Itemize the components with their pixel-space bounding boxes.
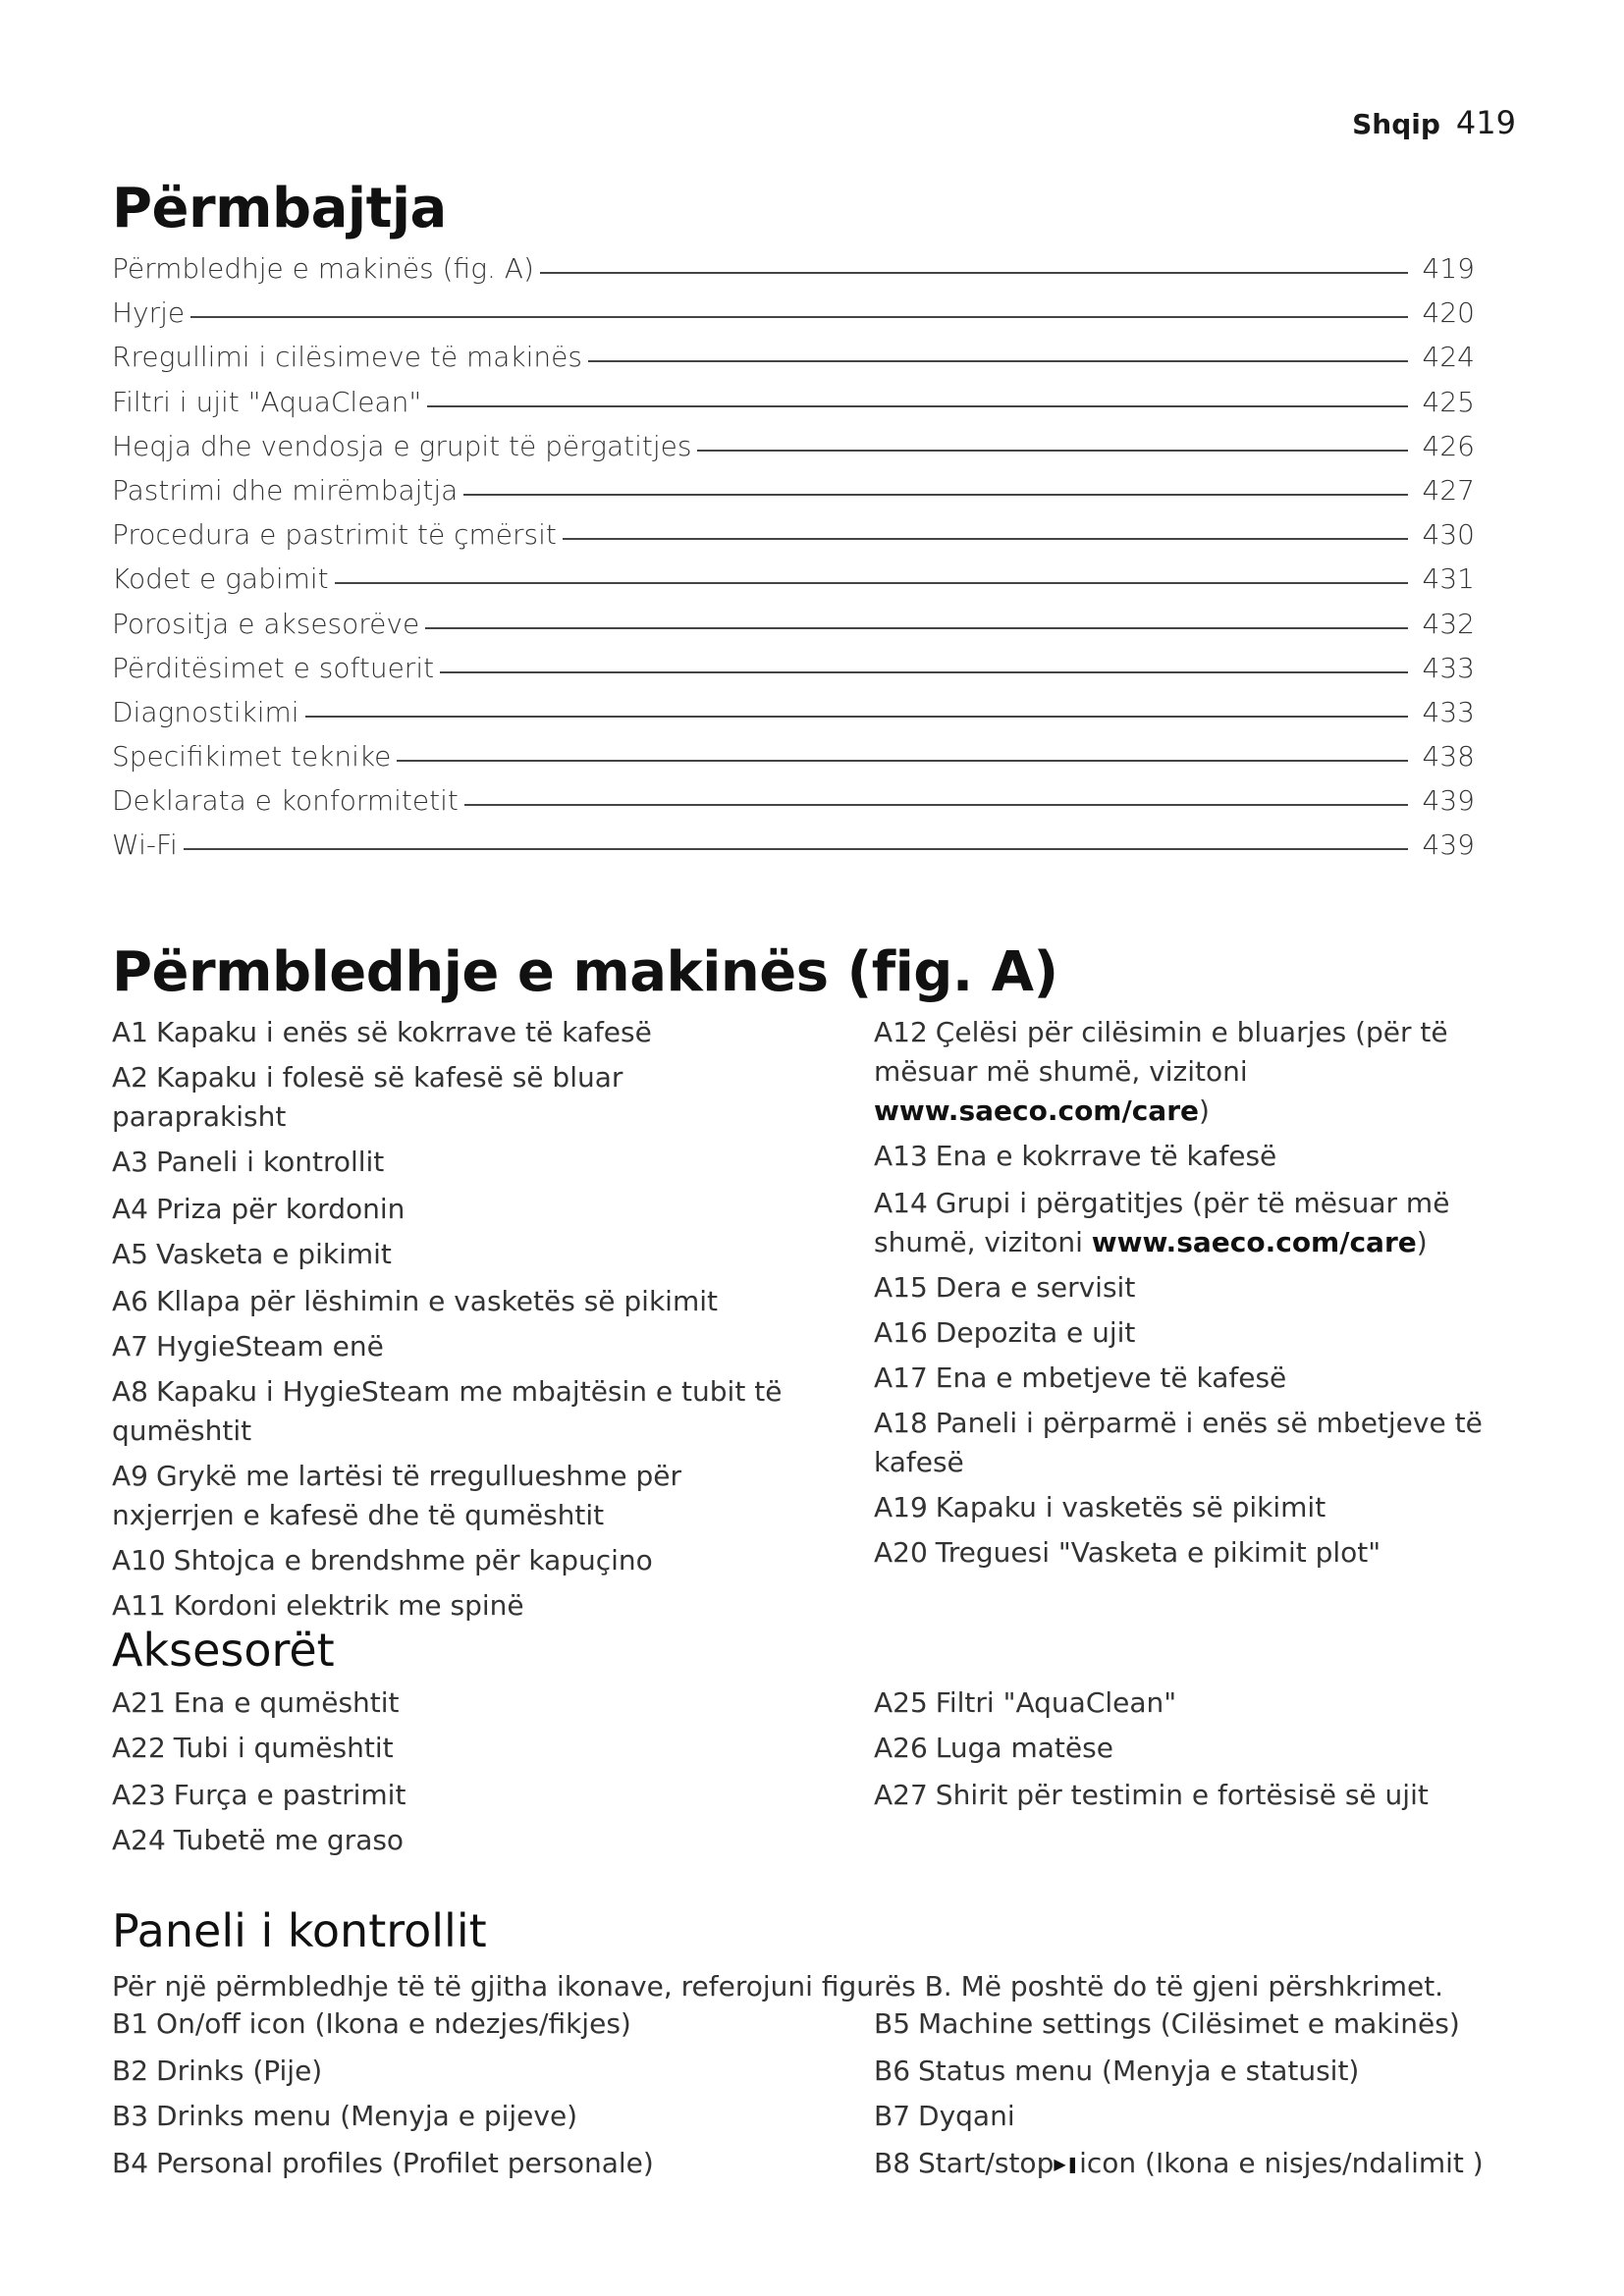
list-item <box>112 1190 789 1229</box>
list-item <box>874 1729 1522 1768</box>
toc-entry-page: 431 <box>1422 562 1475 596</box>
item-code: A21 <box>112 1686 166 1719</box>
item-code: B3 <box>112 2100 149 2132</box>
toc-leader-line <box>190 316 1408 318</box>
list-item <box>112 1586 789 1626</box>
play-pause-icon: ▶❚ <box>1054 2155 1080 2173</box>
toc-entry-label: Hyrje <box>112 296 186 330</box>
list-item <box>874 1268 1522 1308</box>
item-code: A27 <box>874 1779 928 1811</box>
item-text-after: ) <box>1416 1226 1428 1258</box>
toc-entry-label: Procedura e pastrimit të çmërsit <box>112 518 557 552</box>
item-code: A13 <box>874 1140 928 1172</box>
item-text: Luga matëse <box>935 1732 1113 1764</box>
toc-entry-page: 439 <box>1422 828 1475 862</box>
item-text: Personal profiles (Profilet personale) <box>156 2147 654 2179</box>
toc-leader-line <box>697 450 1408 452</box>
item-code: A11 <box>112 1589 166 1622</box>
list-item <box>874 1488 1522 1527</box>
item-text: Tubi i qumështit <box>173 1732 394 1764</box>
list-item <box>112 1282 789 1321</box>
item-text: Kapaku i vasketës së pikimit <box>935 1491 1326 1523</box>
toc-leader-line <box>440 671 1408 673</box>
item-code: A8 <box>112 1375 148 1408</box>
page-number: 419 <box>1455 104 1516 141</box>
item-code: B4 <box>112 2147 149 2179</box>
list-item <box>112 2144 789 2183</box>
item-code: A5 <box>112 1238 148 1270</box>
list-item <box>874 1013 1522 1131</box>
toc-entry <box>112 784 1475 828</box>
toc-entry-label: Wi-Fi <box>112 828 178 862</box>
table-of-contents <box>112 252 1475 874</box>
item-link: www.saeco.com/care <box>1091 1226 1417 1258</box>
toc-leader-line <box>464 804 1408 806</box>
toc-entry-page: 420 <box>1422 296 1475 330</box>
list-item <box>112 1235 789 1274</box>
item-text: Drinks (Pije) <box>156 2055 323 2087</box>
item-text: Ena e qumështit <box>173 1686 400 1719</box>
list-item <box>874 1404 1522 1482</box>
item-code: A3 <box>112 1146 148 1178</box>
list-item <box>874 1776 1522 1815</box>
toc-entry <box>112 296 1475 341</box>
item-text: Depozita e ujit <box>935 1316 1136 1349</box>
toc-leader-line <box>540 272 1408 274</box>
list-item <box>874 1184 1522 1262</box>
item-text-after: ) <box>1199 1095 1210 1127</box>
toc-entry <box>112 518 1475 562</box>
toc-leader-line <box>427 405 1408 407</box>
item-text: Dyqani <box>918 2100 1015 2132</box>
toc-entry <box>112 696 1475 740</box>
toc-entry-page: 432 <box>1422 607 1475 640</box>
item-code: A12 <box>874 1016 928 1048</box>
toc-leader-line <box>335 582 1408 584</box>
item-code: A4 <box>112 1193 148 1225</box>
toc-entry <box>112 430 1475 474</box>
item-code: B2 <box>112 2055 149 2087</box>
overview-list-left <box>112 1013 789 1626</box>
overview-title: Përmbledhje e makinës (fig. A) <box>112 940 1058 1004</box>
list-item <box>112 1058 789 1137</box>
item-text: Status menu (Menyja e statusit) <box>918 2055 1360 2087</box>
list-item <box>112 2004 789 2044</box>
list-item <box>112 1457 789 1535</box>
item-code: A6 <box>112 1285 148 1317</box>
toc-entry-label: Heqja dhe vendosja e grupit të përgatitjes <box>112 429 692 462</box>
page-header <box>1352 104 1516 141</box>
item-code: A7 <box>112 1330 148 1362</box>
list-item <box>112 1683 789 1723</box>
item-code: A20 <box>874 1536 928 1569</box>
item-code: A25 <box>874 1686 928 1719</box>
toc-entry-label: Kodet e gabimit <box>112 562 329 596</box>
item-text: Kapaku i HygieSteam me mbajtësin e tubit të qumështit <box>112 1375 783 1447</box>
item-text: Çelësi për cilësimin e bluarjes (për të mësuar më shumë, vizitoni <box>874 1016 1448 1088</box>
toc-entry <box>112 828 1475 873</box>
toc-entry <box>112 652 1475 696</box>
item-text: Paneli i përparmë i enës së mbetjeve të kafesë <box>874 1407 1483 1478</box>
control-panel-title: Paneli i kontrollit <box>112 1904 487 1957</box>
accessories-list-left <box>112 1683 789 1860</box>
item-text: Start/stop <box>918 2147 1055 2179</box>
list-item <box>874 2144 1522 2184</box>
toc-entry-page: 424 <box>1422 341 1475 374</box>
toc-title: Përmbajtja <box>112 177 447 240</box>
item-text: HygieSteam enë <box>155 1330 384 1362</box>
control-panel-list-left <box>112 2004 789 2183</box>
item-code: B5 <box>874 2007 911 2040</box>
toc-entry-page: 433 <box>1422 695 1475 728</box>
toc-entry-page: 430 <box>1422 518 1475 552</box>
list-item <box>112 1729 789 1768</box>
toc-entry-label: Porositja e aksesorëve <box>112 607 420 640</box>
list-item <box>874 1137 1522 1176</box>
toc-entry <box>112 474 1475 518</box>
toc-entry-label: Deklarata e konformitetit <box>112 784 459 818</box>
item-text: Kllapa për lëshimin e vasketës së pikimit <box>155 1285 718 1317</box>
item-text: Furça e pastrimit <box>173 1779 406 1811</box>
list-item <box>874 1313 1522 1353</box>
toc-leader-line <box>184 848 1408 850</box>
item-code: A14 <box>874 1187 928 1219</box>
control-panel-intro: Për një përmbledhje të të gjitha ikonave, referojuni figurës B. Më poshtë do të gjeni përshkrimet. <box>112 1970 1444 2002</box>
toc-entry <box>112 562 1475 607</box>
list-item <box>112 1821 789 1860</box>
toc-leader-line <box>463 494 1408 496</box>
item-code: A26 <box>874 1732 928 1764</box>
toc-entry-label: Filtri i ujit "AquaClean" <box>112 385 422 418</box>
item-text: Kapaku i enës së kokrrave të kafesë <box>155 1016 652 1048</box>
toc-entry <box>112 740 1475 784</box>
toc-entry-page: 439 <box>1422 784 1475 818</box>
toc-entry <box>112 341 1475 385</box>
item-text: Shtojca e brendshme për kapuçino <box>173 1544 653 1576</box>
list-item <box>874 1683 1522 1723</box>
item-code: A15 <box>874 1271 928 1304</box>
toc-entry-page: 438 <box>1422 740 1475 774</box>
toc-entry <box>112 252 1475 296</box>
item-text: Treguesi "Vasketa e pikimit plot" <box>935 1536 1381 1569</box>
toc-entry <box>112 386 1475 430</box>
item-text: Ena e mbetjeve të kafesë <box>935 1362 1287 1394</box>
header-language: Shqip <box>1352 108 1440 140</box>
list-item <box>112 2052 789 2091</box>
item-code: A22 <box>112 1732 166 1764</box>
item-code: B7 <box>874 2100 911 2132</box>
item-code: A2 <box>112 1061 148 1094</box>
item-code: A1 <box>112 1016 148 1048</box>
item-text: Shirit për testimin e fortësisë së ujit <box>935 1779 1429 1811</box>
item-text: Tubetë me graso <box>173 1824 405 1856</box>
item-code: A24 <box>112 1824 166 1856</box>
toc-entry-page: 425 <box>1422 385 1475 418</box>
list-item <box>112 1143 789 1182</box>
toc-leader-line <box>425 627 1408 629</box>
list-item <box>874 1533 1522 1573</box>
overview-list-right <box>874 1013 1522 1573</box>
item-code: B8 <box>874 2147 911 2179</box>
item-text: Paneli i kontrollit <box>155 1146 385 1178</box>
item-code: A16 <box>874 1316 928 1349</box>
toc-entry-label: Përmbledhje e makinës (fig. A) <box>112 252 534 285</box>
list-item <box>874 1359 1522 1398</box>
toc-leader-line <box>588 360 1408 362</box>
toc-entry-label: Specifikimet teknike <box>112 740 392 774</box>
item-code: B6 <box>874 2055 911 2087</box>
toc-entry-label: Rregullimi i cilësimeve të makinës <box>112 341 582 374</box>
control-panel-list-right <box>874 2004 1522 2184</box>
accessories-list-right <box>874 1683 1522 1815</box>
toc-leader-line <box>397 760 1408 762</box>
item-link: www.saeco.com/care <box>874 1095 1199 1127</box>
item-text-after: icon (Ikona e nisjes/ndalimit ) <box>1079 2147 1484 2179</box>
item-text: On/off icon (Ikona e ndezjes/fikjes) <box>156 2007 631 2040</box>
item-text: Dera e servisit <box>935 1271 1136 1304</box>
item-code: A19 <box>874 1491 928 1523</box>
item-text: Ena e kokrrave të kafesë <box>935 1140 1277 1172</box>
list-item <box>874 2004 1522 2044</box>
toc-leader-line <box>305 716 1408 718</box>
item-text: Kapaku i folesë së kafesë së bluar paraprakisht <box>112 1061 623 1133</box>
list-item <box>112 1776 789 1815</box>
item-code: A10 <box>112 1544 166 1576</box>
item-text: Drinks menu (Menyja e pijeve) <box>156 2100 578 2132</box>
list-item <box>112 2097 789 2136</box>
item-code: A23 <box>112 1779 166 1811</box>
toc-entry-label: Diagnostikimi <box>112 695 299 728</box>
item-code: A18 <box>874 1407 928 1439</box>
list-item <box>112 1372 789 1451</box>
toc-entry <box>112 608 1475 652</box>
list-item <box>874 2052 1522 2091</box>
item-text: Filtri "AquaClean" <box>935 1686 1177 1719</box>
toc-entry-page: 427 <box>1422 473 1475 507</box>
toc-entry-page: 433 <box>1422 651 1475 684</box>
toc-entry-label: Pastrimi dhe mirëmbajtja <box>112 473 459 507</box>
list-item <box>112 1013 789 1052</box>
item-code: A9 <box>112 1460 148 1492</box>
toc-entry-page: 426 <box>1422 429 1475 462</box>
list-item <box>112 1327 789 1366</box>
item-code: B1 <box>112 2007 149 2040</box>
list-item <box>874 2097 1522 2136</box>
item-text: Grupi i përgatitjes (për të mësuar më shumë, vizitoni <box>874 1187 1450 1258</box>
list-item <box>112 1541 789 1580</box>
toc-entry-label: Përditësimet e softuerit <box>112 651 435 684</box>
item-text: Machine settings (Cilësimet e makinës) <box>918 2007 1460 2040</box>
accessories-title: Aksesorët <box>112 1624 335 1677</box>
item-code: A17 <box>874 1362 928 1394</box>
toc-entry-page: 419 <box>1422 252 1475 285</box>
item-text: Vasketa e pikimit <box>155 1238 392 1270</box>
item-text: Priza për kordonin <box>155 1193 406 1225</box>
toc-leader-line <box>563 538 1408 540</box>
item-text: Kordoni elektrik me spinë <box>173 1589 524 1622</box>
item-text: Grykë me lartësi të rregullueshme për nxjerrjen e kafesë dhe të qumështit <box>112 1460 681 1531</box>
